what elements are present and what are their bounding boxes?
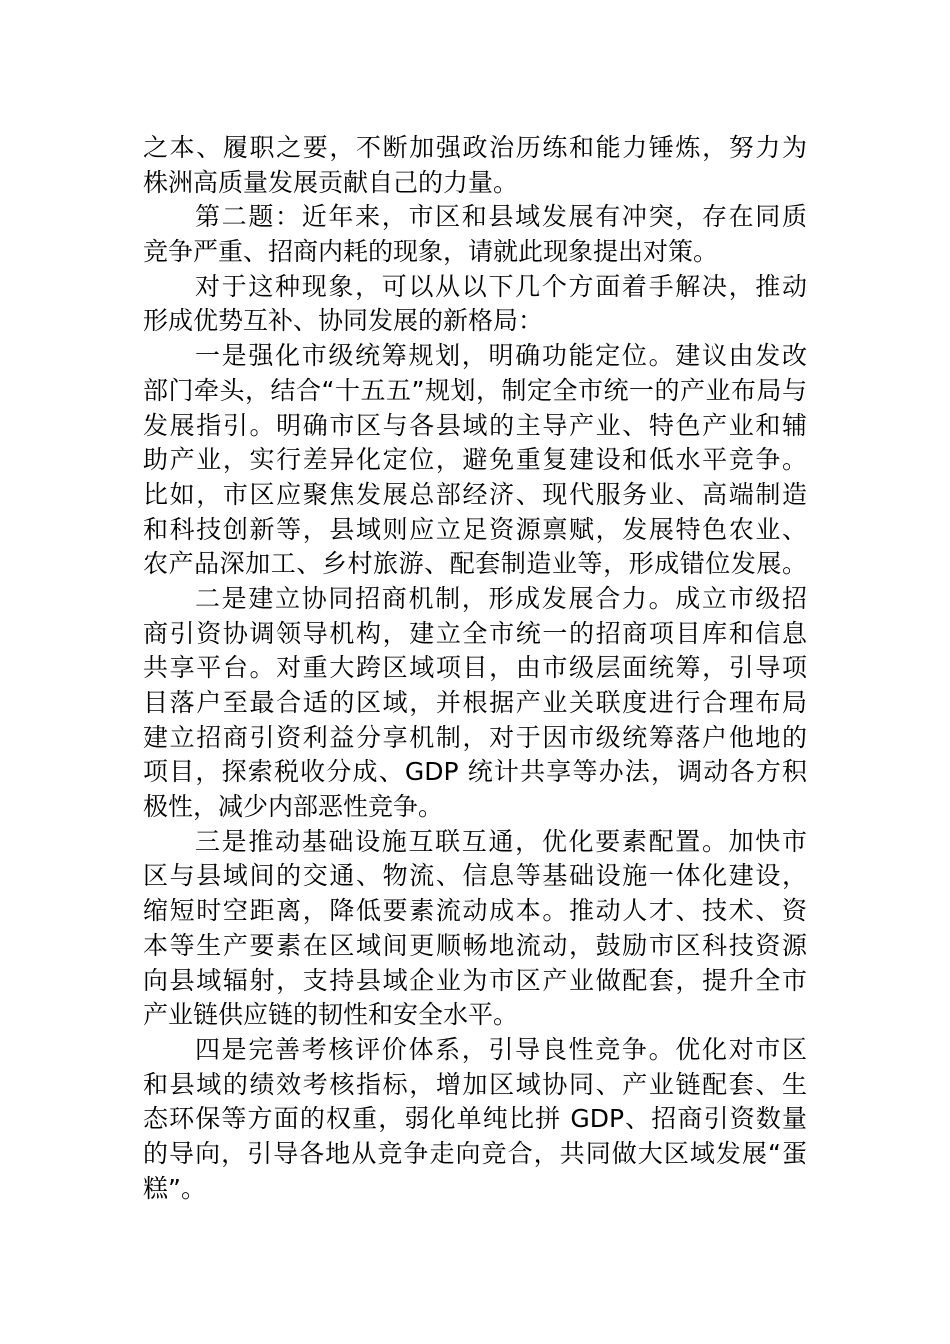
text-line: 向县域辐射，支持县域企业为市区产业做配套，提升全市 [143,965,807,995]
text-line: 三是推动基础设施互联互通，优化要素配置。加快市 [195,826,807,856]
paragraph-point-two [143,582,807,825]
text-line: 形成优势互补、协同发展的新格局： [143,306,544,336]
text-line: 株洲高质量发展贡献自己的力量。 [143,167,519,197]
question-heading-line: 竞争严重、招商内耗的现象，请就此现象提出对策。 [143,237,719,267]
text-line: 比如，市区应聚焦发展总部经济、现代服务业、高端制造 [143,479,807,509]
text-line: 对于这种现象，可以从以下几个方面着手解决，推动 [195,271,807,301]
paragraph-continuation [143,131,807,200]
paragraph-point-three [143,825,807,1033]
text-line: 产业链供应链的韧性和安全水平。 [143,1000,519,1030]
paragraph-point-four [143,1033,807,1206]
text-line: 发展指引。明确市区与各县域的主导产业、特色产业和辅 [143,410,807,440]
text-line: 目落户至最合适的区域，并根据产业关联度进行合理布局 [143,688,807,717]
text-line: 助产业，实行差异化定位，避免重复建设和低水平竞争。 [143,445,807,475]
text-line: 本等生产要素在区域间更顺畅地流动，鼓励市区科技资源 [143,930,807,960]
paragraph-intro [143,270,807,339]
text-line: 四是完善考核评价体系，引导良性竞争。优化对市区 [195,1034,807,1064]
text-line: 之本、履职之要，不断加强政治历练和能力锤炼，努力为 [143,133,807,162]
paragraph-point-one [143,339,807,582]
text-line: 的导向，引导各地从竞争走向竞合，共同做大区域发展“蛋 [143,1138,807,1168]
text-line: 极性，减少内部恶性竞争。 [143,792,444,822]
question-heading-line: 第二题：近年来，市区和县域发展有冲突，存在同质 [195,202,807,232]
text-line: 糕”。 [143,1173,206,1203]
text-line: 和县域的绩效考核指标，增加区域协同、产业链配套、生 [143,1069,807,1099]
text-line: 一是强化市级统筹规划，明确功能定位。建议由发改 [195,341,807,371]
text-line: 建立招商引资利益分享机制，对于因市级统筹落户他地的 [143,722,807,752]
text-line: 二是建立协同招商机制，形成发展合力。成立市级招 [195,583,807,613]
text-line: 部门牵头，结合“十五五”规划，制定全市统一的产业布局与 [143,375,807,405]
text-line: 共享平台。对重大跨区域项目，由市级层面统筹，引导项 [143,653,807,683]
document-body [143,131,807,1206]
text-line: 区与县域间的交通、物流、信息等基础设施一体化建设， [143,861,807,891]
text-line: 缩短时空距离，降低要素流动成本。推动人才、技术、资 [143,896,807,926]
paragraph-question-2 [143,200,807,269]
text-line: 和科技创新等，县域则应立足资源禀赋，发展特色农业、 [143,514,807,544]
text-line: 项目，探索税收分成、GDP 统计共享等办法，调动各方积 [143,757,807,787]
text-line: 农产品深加工、乡村旅游、配套制造业等，形成错位发展。 [143,549,807,579]
text-line: 态环保等方面的权重，弱化单纯比拼 GDP、招商引资数量 [143,1104,807,1134]
text-line: 商引资协调领导机构，建立全市统一的招商项目库和信息 [143,618,807,648]
